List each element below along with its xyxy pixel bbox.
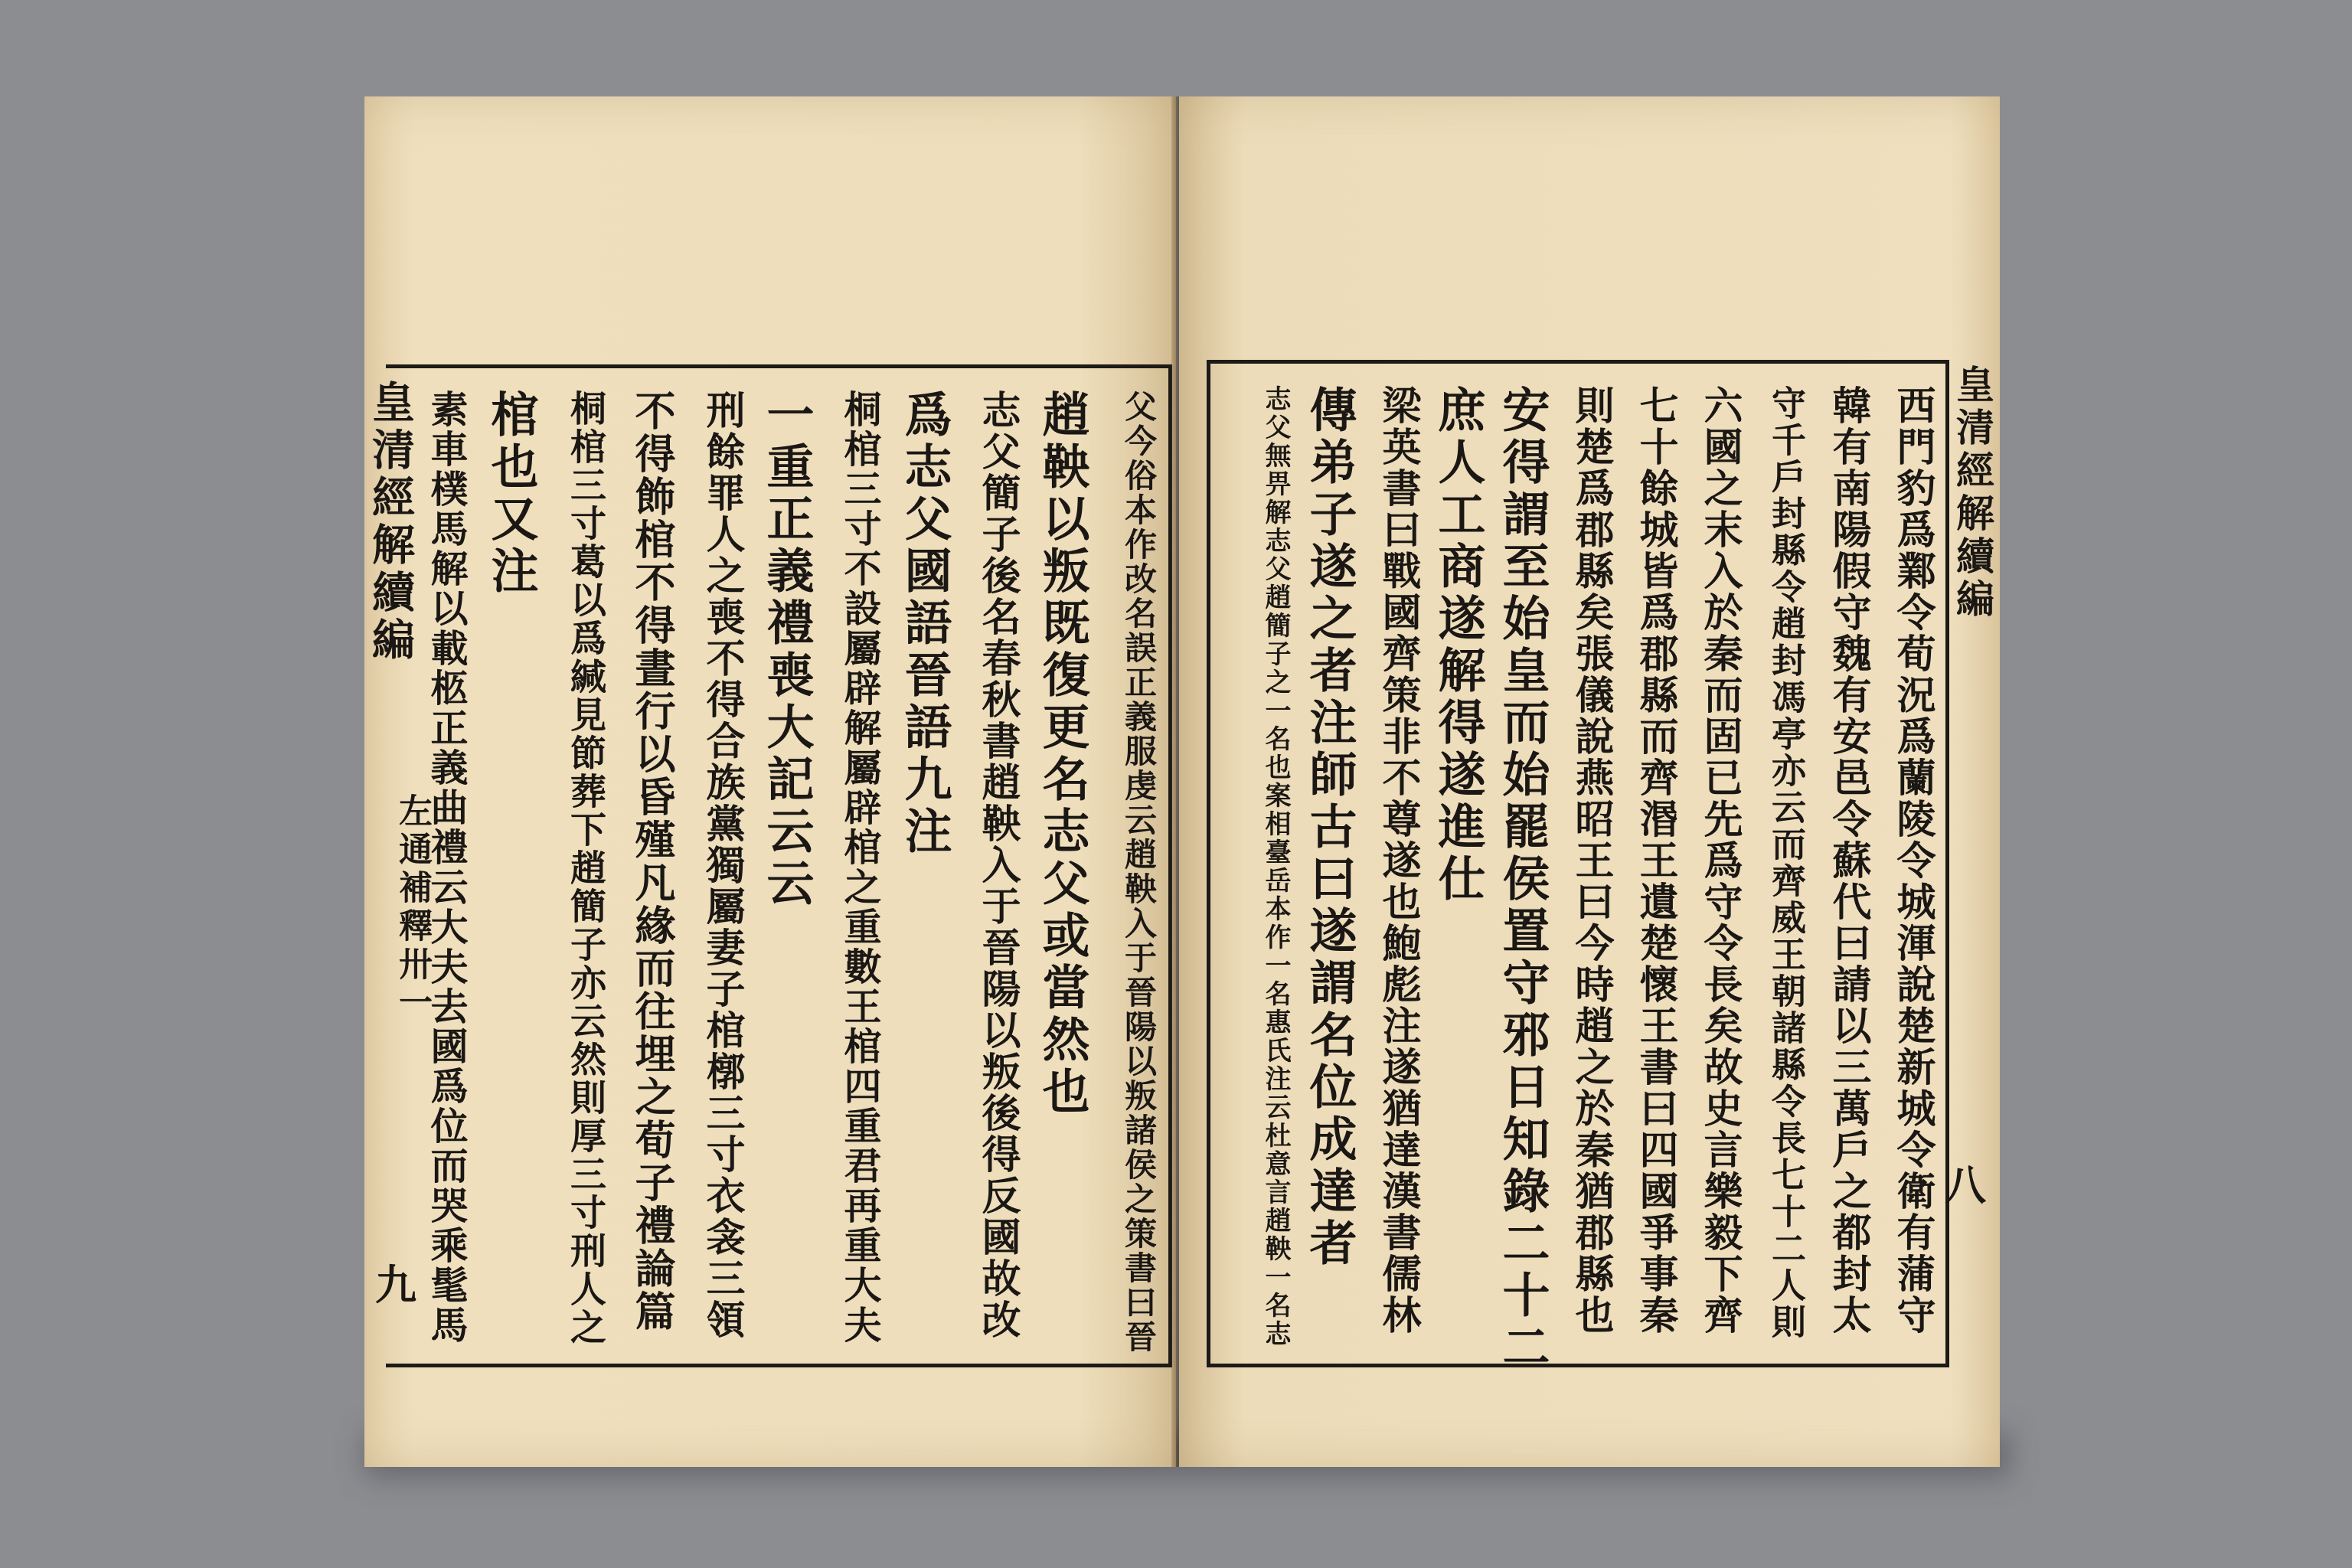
right-columns: [1210, 364, 1945, 1374]
right-column-4: 六國之末入於秦而固已先爲守令長矣故史言樂毅下齊: [1697, 385, 1743, 1336]
left-columns: [386, 368, 1168, 1364]
right-column-7: 安得謂至始皇而始罷侯置守邪日知錄二十二: [1494, 385, 1550, 1374]
left-section-label: [387, 793, 436, 1023]
right-column-9: 梁英書曰戰國齊策非不尊遂也鮑彪注遂猶達漢書儒林: [1375, 385, 1421, 1336]
left-section-text: 左通補釋卅一: [393, 793, 432, 1023]
right-text-frame: [1207, 360, 1949, 1374]
left-folio: 九: [375, 1260, 416, 1309]
left-column-11: 素車樸馬解以載柩正義曲禮云大夫去國爲位而哭乘髦馬: [425, 390, 469, 1345]
left-column-6: 一重正義禮喪大記云云: [759, 390, 815, 910]
right-column-8: 庶人工商遂解得遂進仕: [1430, 385, 1486, 906]
left-column-4: 爲志父國語晉語九注: [897, 390, 952, 858]
right-folio: 八: [1945, 1161, 1986, 1210]
right-page-margin-header: [1945, 364, 2000, 622]
left-page-margin-header: [360, 380, 421, 665]
right-column-6: 則楚爲郡縣矣張儀說燕昭王曰今時趙之於秦猶郡縣也: [1568, 385, 1614, 1336]
left-column-3: 志父簡子後名春秋書趙鞅入于晉陽以叛後得反國故改: [975, 390, 1021, 1341]
right-header-text: 皇清經解續編: [1950, 364, 1995, 622]
left-column-8: 不得飾棺不得晝行以昏殣凡緣而往埋之荀子禮論篇: [629, 390, 676, 1333]
left-column-9: 桐棺三寸葛以爲緘見節葬下趙簡子亦云然則厚三寸刑人之: [564, 390, 606, 1347]
right-column-11: 志父無畀解志父趙簡子之一名也案相臺岳本作一名惠氏注云杜意言趙鞅一名志: [1260, 385, 1291, 1348]
left-header-text: 皇清經解續編: [365, 380, 416, 665]
left-column-10: 棺也又注: [483, 390, 539, 598]
left-column-5: 桐棺三寸不設屬辟解屬辟棺之重數王棺四重君再重大夫: [838, 390, 883, 1345]
right-column-5: 七十餘城皆爲郡縣而齊湣王遺楚懷王書曰四國爭事秦: [1632, 385, 1678, 1336]
open-book: [364, 96, 2000, 1475]
right-page: [1179, 96, 2000, 1467]
left-column-2: 趙鞅以叛既復更名志父或當然也: [1034, 390, 1090, 1119]
right-column-3: 守千戶封縣令趙封馮亭亦云而齊威王朝諸縣令長七十二人則: [1766, 385, 1806, 1341]
left-page: [364, 96, 1176, 1467]
left-text-frame: [386, 364, 1172, 1367]
left-column-1: 父今俗本作改名誤正義服虔云趙鞅入于晉陽以叛諸侯之策書曰晉: [1120, 390, 1158, 1354]
right-column-10: 傳弟子遂之者注師古曰遂謂名位成達者: [1302, 385, 1357, 1270]
right-column-2: 韓有南陽假守魏有安邑令蘇代曰請以三萬戶之都封太: [1825, 385, 1871, 1336]
right-column-1: 西門豹爲鄴令荀況爲蘭陵令城渾說楚新城令衛有蒲守: [1890, 385, 1936, 1336]
left-column-7: 刑餘罪人之喪不得合族黨獨屬妻子棺槨三寸衣衾三領: [699, 390, 745, 1341]
